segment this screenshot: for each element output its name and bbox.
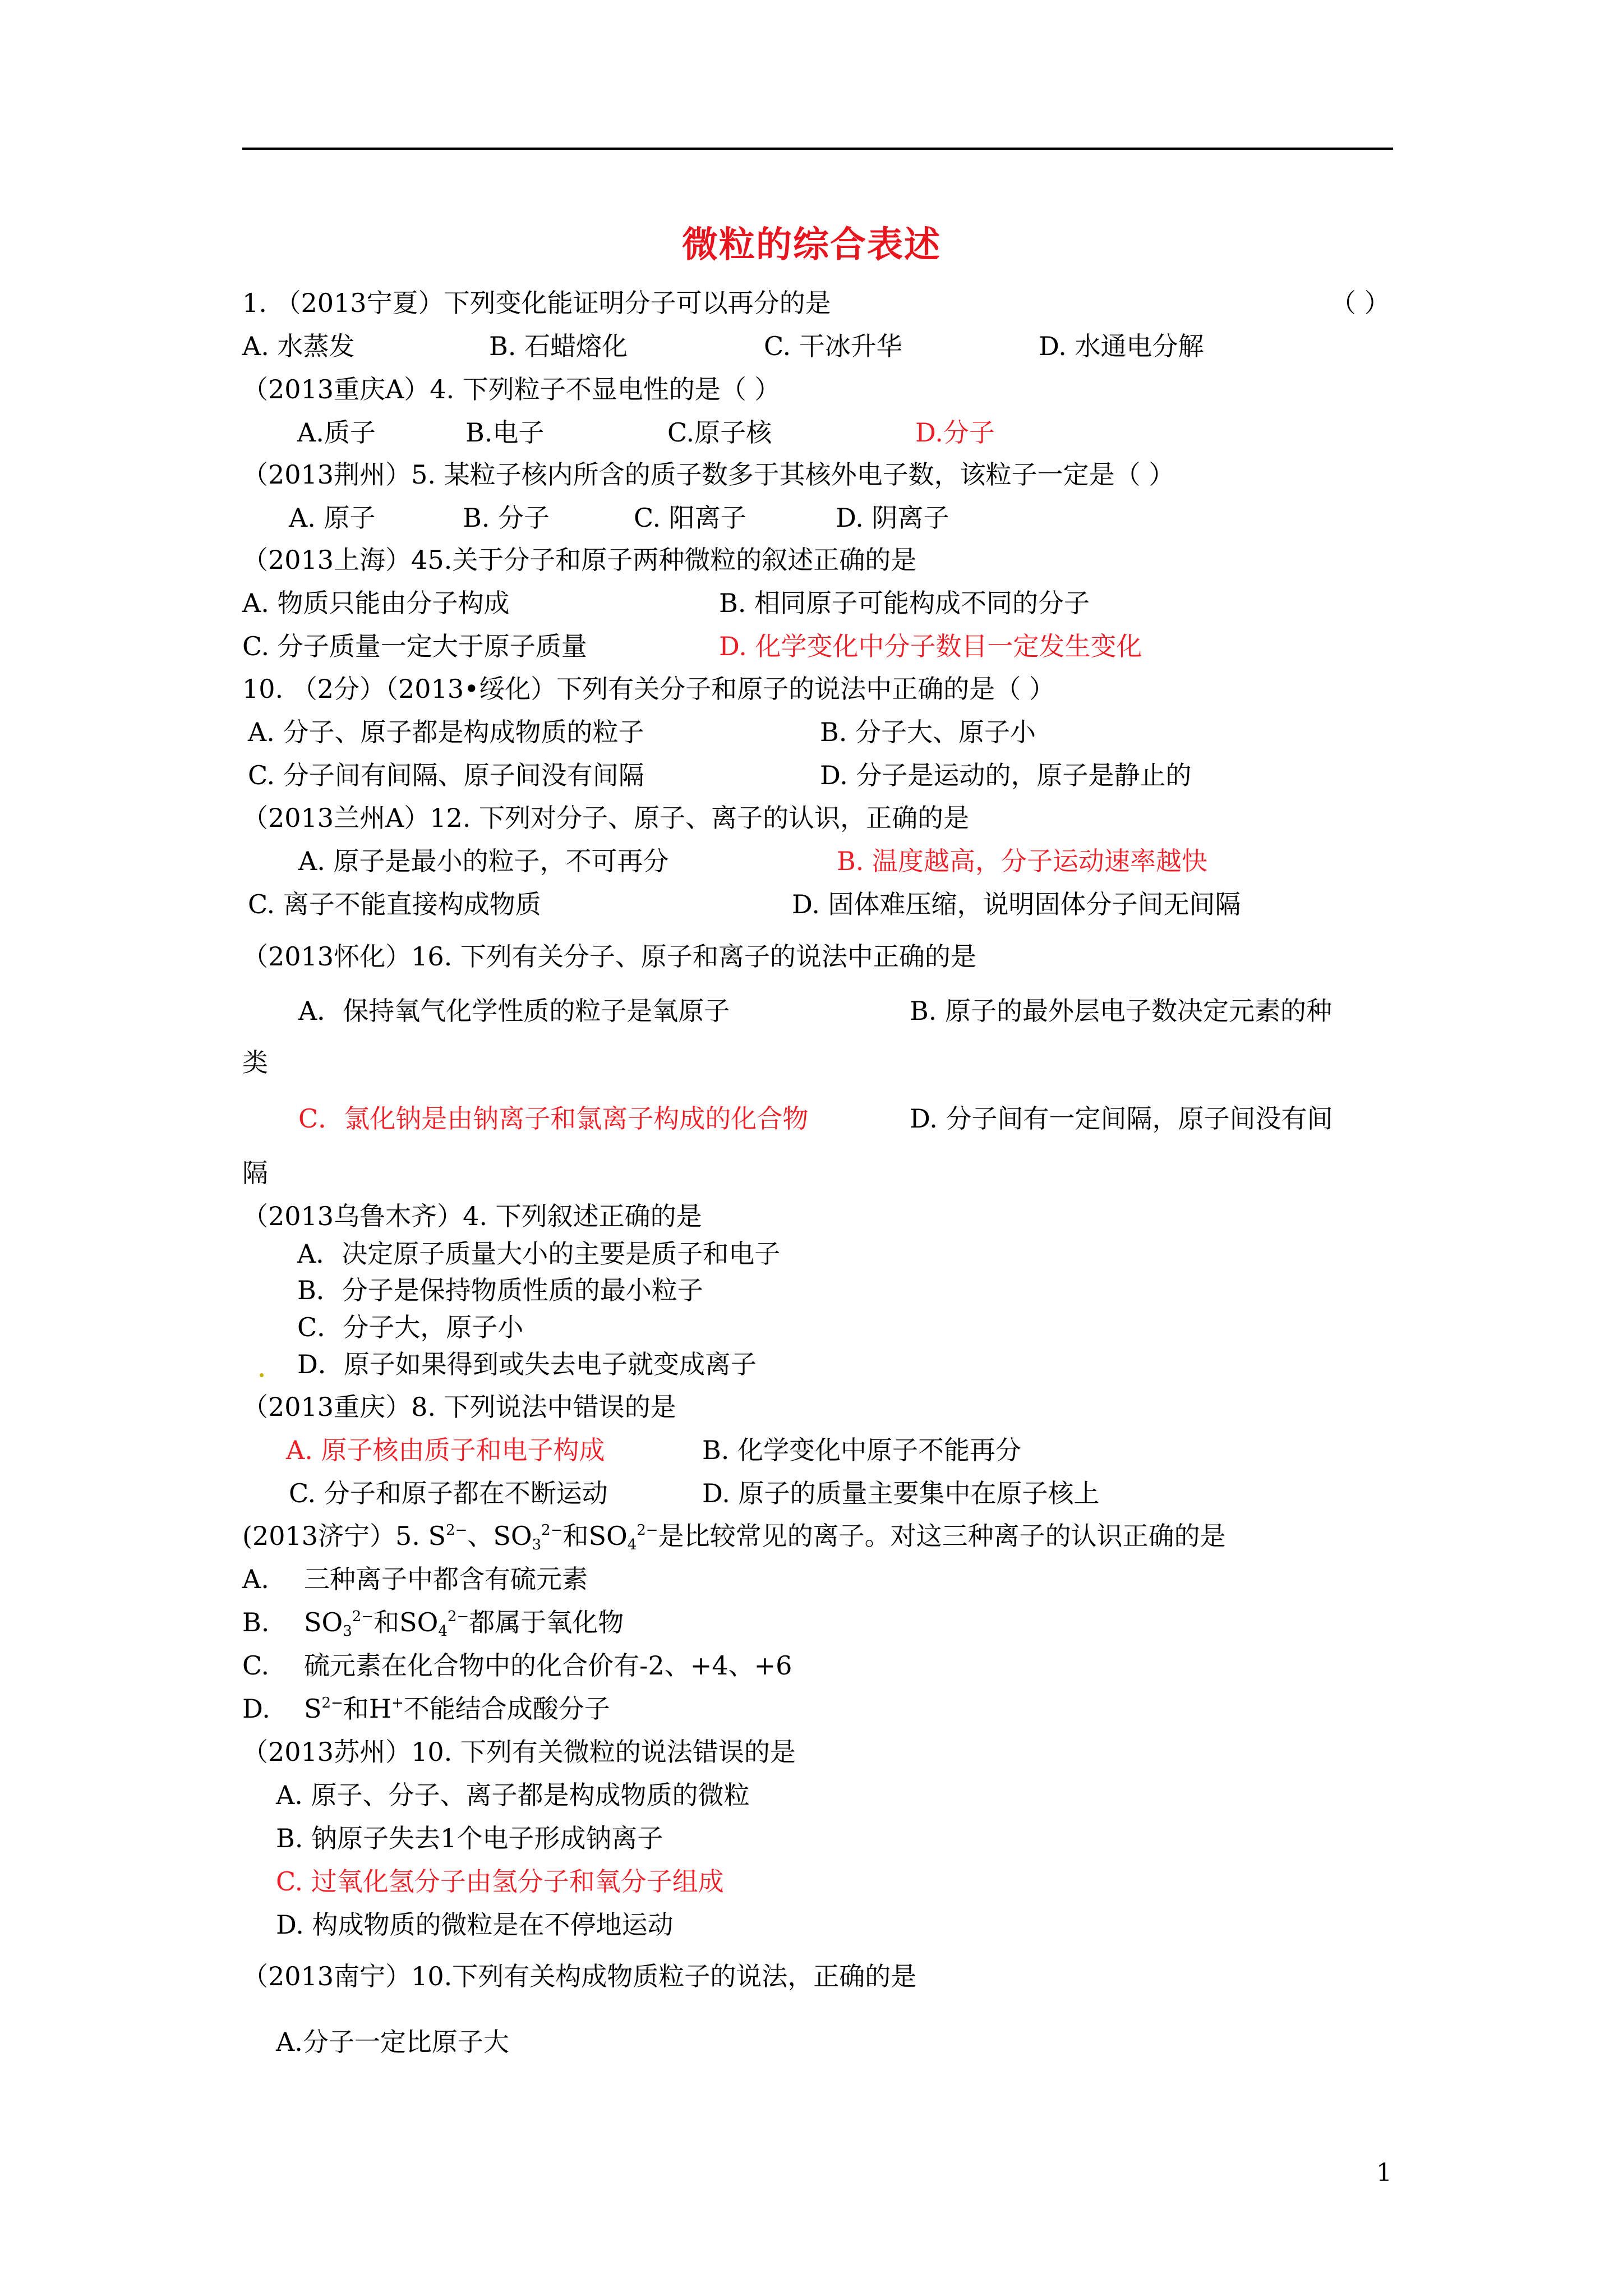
question-stem: （2013苏州）10. 下列有关微粒的说法错误的是 (242, 1737, 796, 1767)
option-answer: A. 原子核由质子和电子构成 (286, 1435, 605, 1465)
option: C. 分子质量一定大于原子质量 (242, 631, 587, 661)
option: C. 分子间有间隔、原子间没有间隔 (248, 760, 644, 790)
stray-mark (260, 1373, 264, 1377)
option: D. 分子间有一定间隔，原子间没有间 (910, 1103, 1333, 1134)
option: B. 分子 (463, 503, 550, 533)
option-continued: 类 (242, 1047, 268, 1078)
option: B.电子 (465, 417, 545, 448)
option: C. 离子不能直接构成物质 (248, 889, 541, 919)
option-letter: D. (242, 1694, 270, 1724)
option-letter: A. (242, 1564, 269, 1594)
question-stem: 10. （2分）（2013•绥化）下列有关分子和原子的说法中正确的是（ ） (242, 674, 1055, 704)
option-continued: 隔 (242, 1158, 268, 1188)
question-stem: 1. （2013宁夏）下列变化能证明分子可以再分的是 (242, 288, 831, 318)
option: A. 分子、原子都是构成物质的粒子 (248, 717, 644, 747)
option: B. 石蜡熔化 (489, 331, 628, 361)
option-letter: C. (242, 1650, 270, 1681)
option: 三种离子中都含有硫元素 (304, 1564, 588, 1594)
option-answer: B. 温度越高，分子运动速率越快 (837, 846, 1208, 876)
option: B. 相同原子可能构成不同的分子 (719, 588, 1090, 618)
page-number: 1 (1376, 2159, 1392, 2187)
option-answer: C．氯化钠是由钠离子和氯离子构成的化合物 (298, 1103, 809, 1134)
option: D. 阴离子 (836, 503, 949, 533)
option: A. 原子 (289, 503, 376, 533)
option: C.原子核 (667, 417, 772, 448)
option-answer: D.分子 (915, 417, 995, 448)
answer-blank: （ ） (1330, 288, 1390, 318)
option: D. 分子是运动的，原子是静止的 (820, 760, 1192, 790)
question-stem: （2013南宁）10.下列有关构成物质粒子的说法，正确的是 (242, 1961, 917, 1991)
option: A. 水蒸发 (242, 331, 355, 361)
option: A. 原子是最小的粒子，不可再分 (298, 846, 669, 876)
option: A.质子 (297, 417, 376, 448)
header-rule (242, 148, 1393, 150)
question-stem: (2013济宁）5. $S^{2-}$、$SO_3^{2-}$和$SO_4^{2-}$是比较常见的离子。对这三种离子的认识正确的是 (242, 1521, 1226, 1553)
option: A．决定原子质量大小的主要是质子和电子 (297, 1239, 781, 1269)
option-answer: C. 过氧化氢分子由氢分子和氧分子组成 (276, 1866, 724, 1897)
option: C．分子大，原子小 (297, 1312, 524, 1342)
option: $SO_3^{2-}$和$SO_4^{2-}$都属于氧化物 (304, 1607, 624, 1640)
question-stem: （2013兰州A）12. 下列对分子、原子、离子的认识，正确的是 (242, 803, 970, 833)
option: C. 阳离子 (634, 503, 746, 533)
question-stem: （2013重庆）8. 下列说法中错误的是 (242, 1392, 676, 1422)
question-stem: （2013上海）45.关于分子和原子两种微粒的叙述正确的是 (242, 545, 917, 575)
question-stem: （2013重庆A）4. 下列粒子不显电性的是（ ） (242, 374, 781, 404)
option: B．分子是保持物质性质的最小粒子 (297, 1275, 703, 1305)
option-answer: D. 化学变化中分子数目一定发生变化 (719, 631, 1142, 661)
option: C. 分子和原子都在不断运动 (289, 1478, 608, 1508)
page-title: 微粒的综合表述 (682, 224, 941, 266)
option: $S^{2-}$和H+不能结合成酸分子 (304, 1694, 610, 1724)
option: B. 原子的最外层电子数决定元素的种 (910, 996, 1332, 1026)
option: A.分子一定比原子大 (276, 2027, 509, 2057)
option: D. 构成物质的微粒是在不停地运动 (276, 1910, 674, 1940)
option: B. 化学变化中原子不能再分 (702, 1435, 1022, 1465)
option: A. 原子、分子、离子都是构成物质的微粒 (276, 1780, 750, 1810)
option: A. 物质只能由分子构成 (242, 588, 510, 618)
option: B. 钠原子失去1个电子形成钠离子 (276, 1823, 663, 1853)
option: D. 原子的质量主要集中在原子核上 (702, 1478, 1100, 1508)
option: B. 分子大、原子小 (820, 717, 1036, 747)
option: D．原子如果得到或失去电子就变成离子 (297, 1349, 757, 1379)
option: D. 水通电分解 (1039, 331, 1204, 361)
option: 硫元素在化合物中的化合价有-2、+4、+6 (304, 1650, 792, 1681)
option: D. 固体难压缩，说明固体分子间无间隔 (792, 889, 1241, 919)
question-stem: （2013乌鲁木齐）4. 下列叙述正确的是 (242, 1201, 702, 1231)
question-stem: （2013怀化）16. 下列有关分子、原子和离子的说法中正确的是 (242, 941, 976, 972)
option: C. 干冰升华 (764, 331, 902, 361)
question-stem: （2013荆州）5. 某粒子核内所含的质子数多于其核外电子数，该粒子一定是（ ） (242, 459, 1175, 490)
option: A．保持氧气化学性质的粒子是氧原子 (298, 996, 730, 1026)
option-letter: B. (242, 1607, 270, 1637)
